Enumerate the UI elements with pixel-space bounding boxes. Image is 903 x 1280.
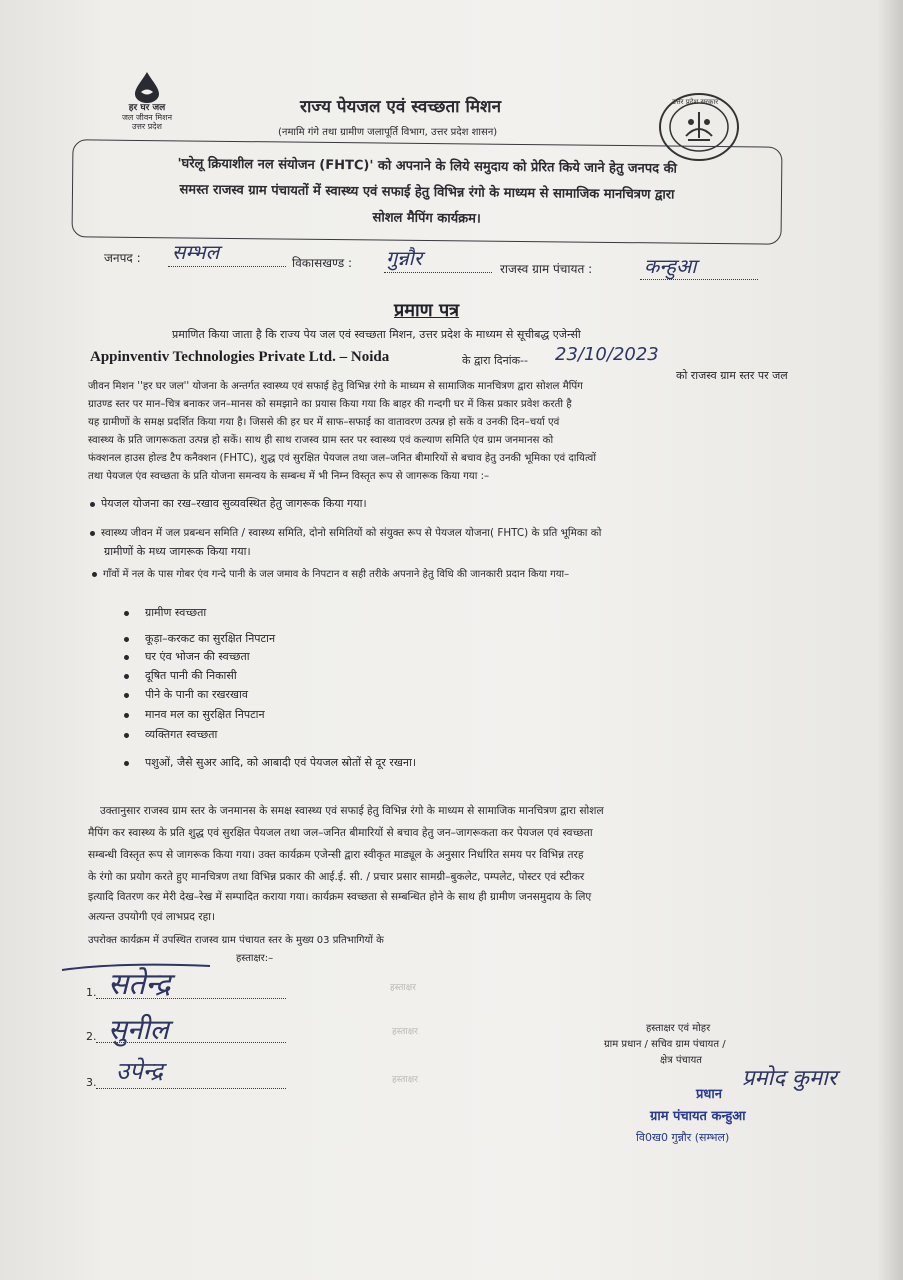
participant-line-2 — [96, 1042, 286, 1043]
body-line-8: तथा पेयजल एंव स्वच्छता के प्रति योजना समन्वय के सम्बन्ध में भी निम्न विस्तृत रूप से जागरूक किया गया :– — [88, 471, 490, 482]
conclusion-line-5: इत्यादि वितरण कर मेरी देख–रेख में सम्पादित कराया गया। कार्यक्रम स्वच्छता से सम्बन्धित होने के साथ ही ग्रामीण जनसमुदाय के लिए — [88, 891, 592, 903]
participant-signature-2: सुनील — [108, 1013, 169, 1046]
topic-text: कूड़ा–करकट का सुरक्षित निपटान — [145, 632, 276, 645]
bullet-dot — [124, 655, 129, 660]
conclusion-line-1: उक्तानुसार राजस्व ग्राम स्तर के जनमानस के समक्ष स्वास्थ्य एवं सफाई हेतु विभिन्न रंगो के माध्यम से सामाजिक मानचित्रण द्वारा सोशल — [100, 805, 604, 817]
topic-item — [124, 727, 217, 742]
participant-line-1 — [96, 998, 286, 999]
page-shadow — [877, 0, 903, 1280]
water-drop-icon — [127, 70, 167, 104]
bullet-3 — [92, 566, 569, 580]
body-line-4: ग्राउण्ड स्तर पर मान–चित्र बनाकर जन–मानस को समझाने का प्रयास किया गया कि बाहर की गन्दगी घर में किस प्रकार प्रवेश करती है — [88, 399, 572, 410]
signatory-label-1: हस्ताक्षर एवं मोहर — [646, 1023, 711, 1034]
bullet-1-text: पेयजल योजना का रख–रखाव सुव्यवस्थित हेतु जागरूक किया गया। — [101, 497, 367, 510]
seal-text: उत्तर प्रदेश सरकार — [672, 98, 719, 106]
participant-line-3 — [96, 1088, 286, 1089]
stamp-block: वि0ख0 गुन्नौर (सम्भल) — [636, 1131, 730, 1144]
bullet-3-text: गाँवों में नल के पास गोबर एंव गन्दे पानी के जल जमाव के निपटान व सही तरीके अपनाने हेतु विधि की जानकारी प्रदान किया गया– — [103, 569, 570, 580]
body-line-1: प्रमाणित किया जाता है कि राज्य पेय जल एवं स्वच्छता मिशन, उत्तर प्रदेश के माध्यम से सूचीबद्ध एजेन्सी — [172, 328, 581, 341]
topic-text: व्यक्तिगत स्वच्छता — [145, 728, 218, 741]
body-line-5: यह ग्रामीणों के समक्ष प्रदर्शित किया गया है। जिससे की हर घर में साफ–सफाई का वातावरण उत्पन्न हो सकें व उनकी दिन–चर्या एवं — [88, 417, 560, 428]
ghost-text: हस्ताक्षर — [392, 1075, 418, 1085]
topic-item — [124, 707, 265, 722]
participants-intro-2: हस्ताक्षर:– — [236, 953, 274, 964]
gram-value: कन्हुआ — [644, 254, 697, 278]
har-ghar-jal-logo — [108, 70, 186, 131]
bullet-dot — [90, 531, 95, 536]
department-subtitle: (नमामि गंगे तथा ग्रामीण जलापूर्ति विभाग, उत्तर प्रदेश शासन) — [278, 127, 498, 138]
topic-item — [124, 668, 237, 683]
bullet-dot — [124, 733, 129, 738]
box-line-3: सोशल मैपिंग कार्यक्रम। — [372, 210, 481, 227]
janpad-label: जनपद : — [104, 251, 141, 265]
bullet-dot — [124, 611, 129, 616]
participant-number-2: 2. — [86, 1030, 97, 1043]
vikas-label: विकासखण्ड : — [292, 256, 353, 270]
body-line-6: स्वास्थ्य के प्रति जागरूकता उत्पन्न हो सकें। साथ ही साथ राजस्व ग्राम स्तर पर स्वास्थ्य एवं कल्याण समिति एंव ग्राम जनमानस को — [88, 435, 554, 446]
box-line-2: समस्त राजस्व ग्राम पंचायतों में स्वास्थ्य एवं सफाई हेतु विभिन्न रंगो के माध्यम से सामाजिक मानचित्रण द्वारा — [179, 182, 675, 203]
topic-text: ग्रामीण स्वच्छता — [145, 606, 207, 619]
bullet-dot — [124, 713, 129, 718]
topic-text: मानव मल का सुरक्षित निपटान — [145, 708, 265, 721]
topic-item — [124, 687, 248, 702]
box-line-1: 'घरेलू क्रियाशील नल संयोजन (FHTC)' को अपनाने के लिये समुदाय को प्रेरित किये जाने हेतु जनपद की — [177, 156, 678, 177]
bullet-2-text: स्वास्थ्य जीवन में जल प्रबन्धन समिति / स्वास्थ्य समिति, दोनो समितियों को संयुक्त रूप से पेयजल योजना( FHTC) के प्रति भूमिका को — [101, 527, 602, 539]
topic-item — [124, 755, 416, 770]
conclusion-line-2: मैपिंग कर स्वास्थ्य के प्रति शुद्ध एवं सुरक्षित पेयजल तथा जल–जनित बीमारियों से बचाव हेतु जन–जागरूकता कर पेयजल एवं स्वच्छता — [88, 827, 593, 839]
body-line-7: फंक्शनल हाउस होल्ड टैप कनैक्शन (FHTC), शुद्ध एवं सुरक्षित पेयजल तथा जल–जनित बीमारियों से बचाव हेतु उनकी भूमिका एवं दायित्वों — [88, 453, 596, 464]
body-line-2-mid: के द्वारा दिनांक-- — [462, 354, 528, 367]
vikas-dotted-line — [384, 272, 492, 273]
participant-number-1: 1. — [86, 986, 97, 999]
gram-dotted-line — [640, 279, 758, 280]
stamp-pradhan: प्रधान — [696, 1087, 722, 1102]
bullet-dot — [124, 761, 129, 766]
agency-name: Appinventiv Technologies Private Ltd. – Noida — [90, 349, 390, 365]
conclusion-line-6: अत्यन्त उपयोगी एवं लाभप्रद रहा। — [88, 911, 215, 923]
topic-text: पीने के पानी का रखरखाव — [145, 688, 248, 701]
logo-line-1: हर घर जल — [128, 103, 166, 113]
stamp-gram-panchayat: ग्राम पंचायत कन्हुआ — [650, 1109, 746, 1124]
conclusion-line-4: के रंगो का प्रयोग करते हुए मानचित्रण तथा विभिन्न प्रकार की आई.ई. सी. / प्रचार प्रसार सामग्री–बुकलेट, पम्पलेट, पोस्टर एवं स्टीकर — [88, 871, 585, 883]
bullet-dot — [92, 572, 97, 577]
pradhan-signature: प्रमोद कुमार — [742, 1066, 837, 1091]
logo-line-2: जल जीवन मिशन — [121, 113, 173, 122]
body-line-3: जीवन मिशन ''हर घर जल'' योजना के अन्तर्गत स्वास्थ्य एवं सफाई हेतु विभिन्न रंगो के माध्यम से सामाजिक मानचित्रण द्वारा सोशल मैपिंग — [88, 381, 583, 392]
body-line-2-end: को राजस्व ग्राम स्तर पर जल — [676, 369, 788, 382]
topic-item — [124, 649, 250, 664]
program-date: 23/10/2023 — [555, 344, 659, 365]
topic-text: पशुओं, जैसे सुअर आदि, को आबादी एवं पेयजल स्रोतों से दूर रखना। — [145, 756, 417, 769]
bullet-dot — [124, 693, 129, 698]
program-title-box — [72, 139, 783, 244]
vikas-value: गुन्नौर — [386, 246, 423, 270]
logo-line-3: उत्तर प्रदेश — [132, 122, 162, 131]
topic-item — [124, 631, 275, 646]
bullet-2 — [90, 526, 601, 540]
bullet-dot — [124, 674, 129, 679]
conclusion-line-3: सम्बन्धी विस्तृत रूप से जागरूक किया गया। उक्त कार्यक्रम एजेन्सी द्वारा स्वीकृत माड्यूल के अनुसार निर्धारित समय पर विभिन्न तरह — [88, 849, 584, 861]
bullet-dot — [124, 637, 129, 642]
ghost-text: हस्ताक्षर — [392, 1027, 418, 1037]
janpad-value: सम्भल — [172, 240, 220, 264]
janpad-dotted-line — [168, 266, 286, 267]
gram-label: राजस्व ग्राम पंचायत : — [500, 262, 593, 276]
department-title: राज्य पेयजल एवं स्वच्छता मिशन — [300, 97, 502, 117]
ghost-text: हस्ताक्षर — [390, 983, 416, 993]
bullet-2-continued: ग्रामीणों के मध्य जागरूक किया गया। — [104, 545, 251, 558]
participants-intro: उपरोक्त कार्यक्रम में उपस्थित राजस्व ग्राम पंचायत स्तर के मुख्य 03 प्रतिभागियों के — [88, 935, 384, 946]
topic-text: दूषित पानी की निकासी — [145, 669, 237, 682]
bullet-1 — [90, 496, 367, 511]
signatory-label-3: क्षेत्र पंचायत — [660, 1055, 702, 1066]
signatory-label-2: ग्राम प्रधान / सचिव ग्राम पंचायत / — [604, 1039, 726, 1050]
participant-number-3: 3. — [86, 1076, 97, 1089]
participant-signature-1: सतेन्द्र — [108, 967, 171, 1002]
certificate-heading: प्रमाण पत्र — [394, 300, 460, 321]
bullet-dot — [90, 502, 95, 507]
participant-signature-3: उपेन्द्र — [116, 1057, 163, 1085]
topic-item — [124, 605, 206, 620]
topic-text: घर एंव भोजन की स्वच्छता — [145, 650, 250, 663]
